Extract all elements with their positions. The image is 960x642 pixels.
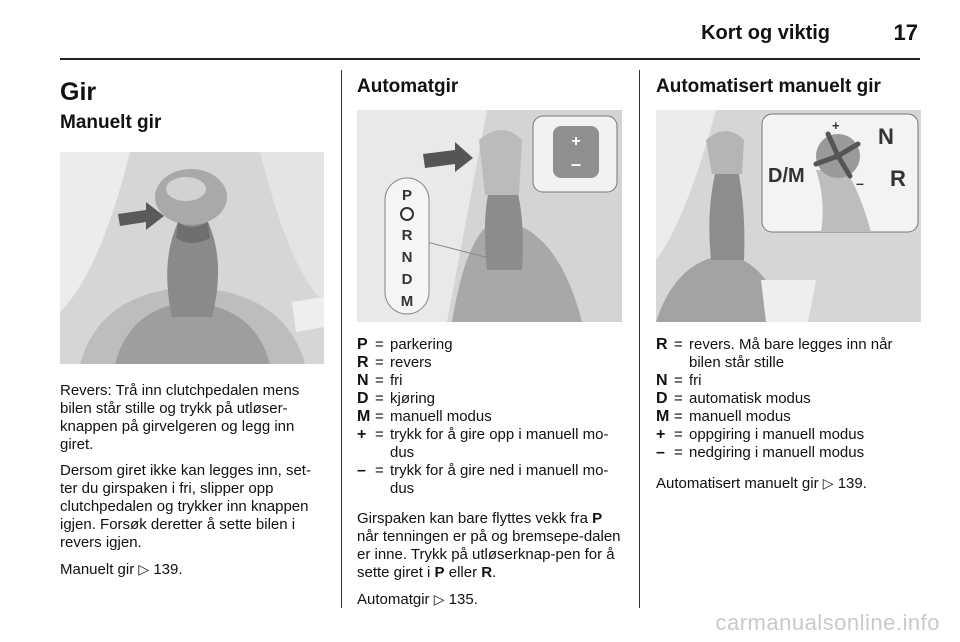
label-n: N <box>401 249 413 266</box>
header-title: Kort og viktig <box>701 22 830 44</box>
legend-item: + = oppgiring i manuell modus <box>656 426 865 443</box>
label-n: N <box>878 124 894 149</box>
label-dm: D/M <box>768 165 805 187</box>
column-divider <box>639 70 640 608</box>
gear-legend <box>656 336 921 462</box>
page-header <box>60 10 920 60</box>
cross-reference: Manuelt gir ▷ 139. <box>60 561 183 578</box>
column-divider <box>341 70 342 608</box>
label-p: P <box>401 187 413 204</box>
legend-item: – = trykk for å gire ned i manuell mo-dus <box>357 462 609 497</box>
automatic-gear-illustration <box>357 110 622 322</box>
arrow-ref-icon: ▷ <box>822 475 834 491</box>
cross-reference: Automatisert manuelt gir ▷ 139. <box>656 475 867 492</box>
legend-item: R = revers <box>357 354 432 371</box>
column-automated-manual <box>656 70 921 501</box>
svg-text:–: – <box>856 175 864 191</box>
label-r: R <box>401 227 413 244</box>
legend-item: N = fri <box>656 372 702 389</box>
legend-item: R = revers. Må bare legges inn når bilen står stille <box>656 336 893 371</box>
legend-item: M = manuell modus <box>357 408 492 425</box>
gear-legend <box>357 336 622 498</box>
subsection-heading: Manuelt gir <box>60 112 162 133</box>
svg-text:+: + <box>571 133 581 150</box>
column-manual <box>60 70 324 587</box>
arrow-ref-icon: ▷ <box>138 561 150 577</box>
section-heading: Automatgir <box>357 76 459 97</box>
automated-manual-gear-illustration <box>656 110 921 322</box>
page-number: 17 <box>893 20 918 45</box>
section-heading: Gir <box>60 78 97 106</box>
cross-reference: Automatgir ▷ 135. <box>357 591 478 608</box>
legend-item: P = parkering <box>357 336 453 353</box>
column-automatic <box>357 70 622 617</box>
legend-item: D = automatisk modus <box>656 390 811 407</box>
svg-text:–: – <box>570 154 582 174</box>
legend-item: + = trykk for å gire opp i manuell mo-dus <box>357 426 609 461</box>
svg-text:+: + <box>832 118 840 133</box>
section-heading: Automatisert manuelt gir <box>656 76 881 97</box>
watermark: carmanualsonline.info <box>715 610 940 635</box>
legend-item: N = fri <box>357 372 403 389</box>
legend-item: M = manuell modus <box>656 408 791 425</box>
legend-item: D = kjøring <box>357 390 436 407</box>
manual-gear-illustration <box>60 152 324 364</box>
label-r: R <box>890 166 906 191</box>
label-m: M <box>400 293 414 310</box>
paragraph-reverse: Revers: Trå inn clutchpedalen mens bilen står stille og trykk på utløser-knappen på girvelgeren og legg inn giret. <box>60 382 300 453</box>
label-d: D <box>401 271 413 288</box>
legend-item: – = nedgiring i manuell modus <box>656 444 865 461</box>
paragraph-automatic: Girspaken kan bare flyttes vekk fra P når tenningen er på og bremsepe-dalen er inne. Trykk på utløserknap-pen for å sette giret i P eller R. <box>357 510 621 581</box>
paragraph-retry: Dersom giret ikke kan legges inn, set-ter du girspaken i fri, slipper opp clutchpedalen og trykker inn knappen igjen. Forsøk deretter å sette bilen i revers igjen. <box>60 462 311 551</box>
arrow-ref-icon: ▷ <box>433 591 445 607</box>
